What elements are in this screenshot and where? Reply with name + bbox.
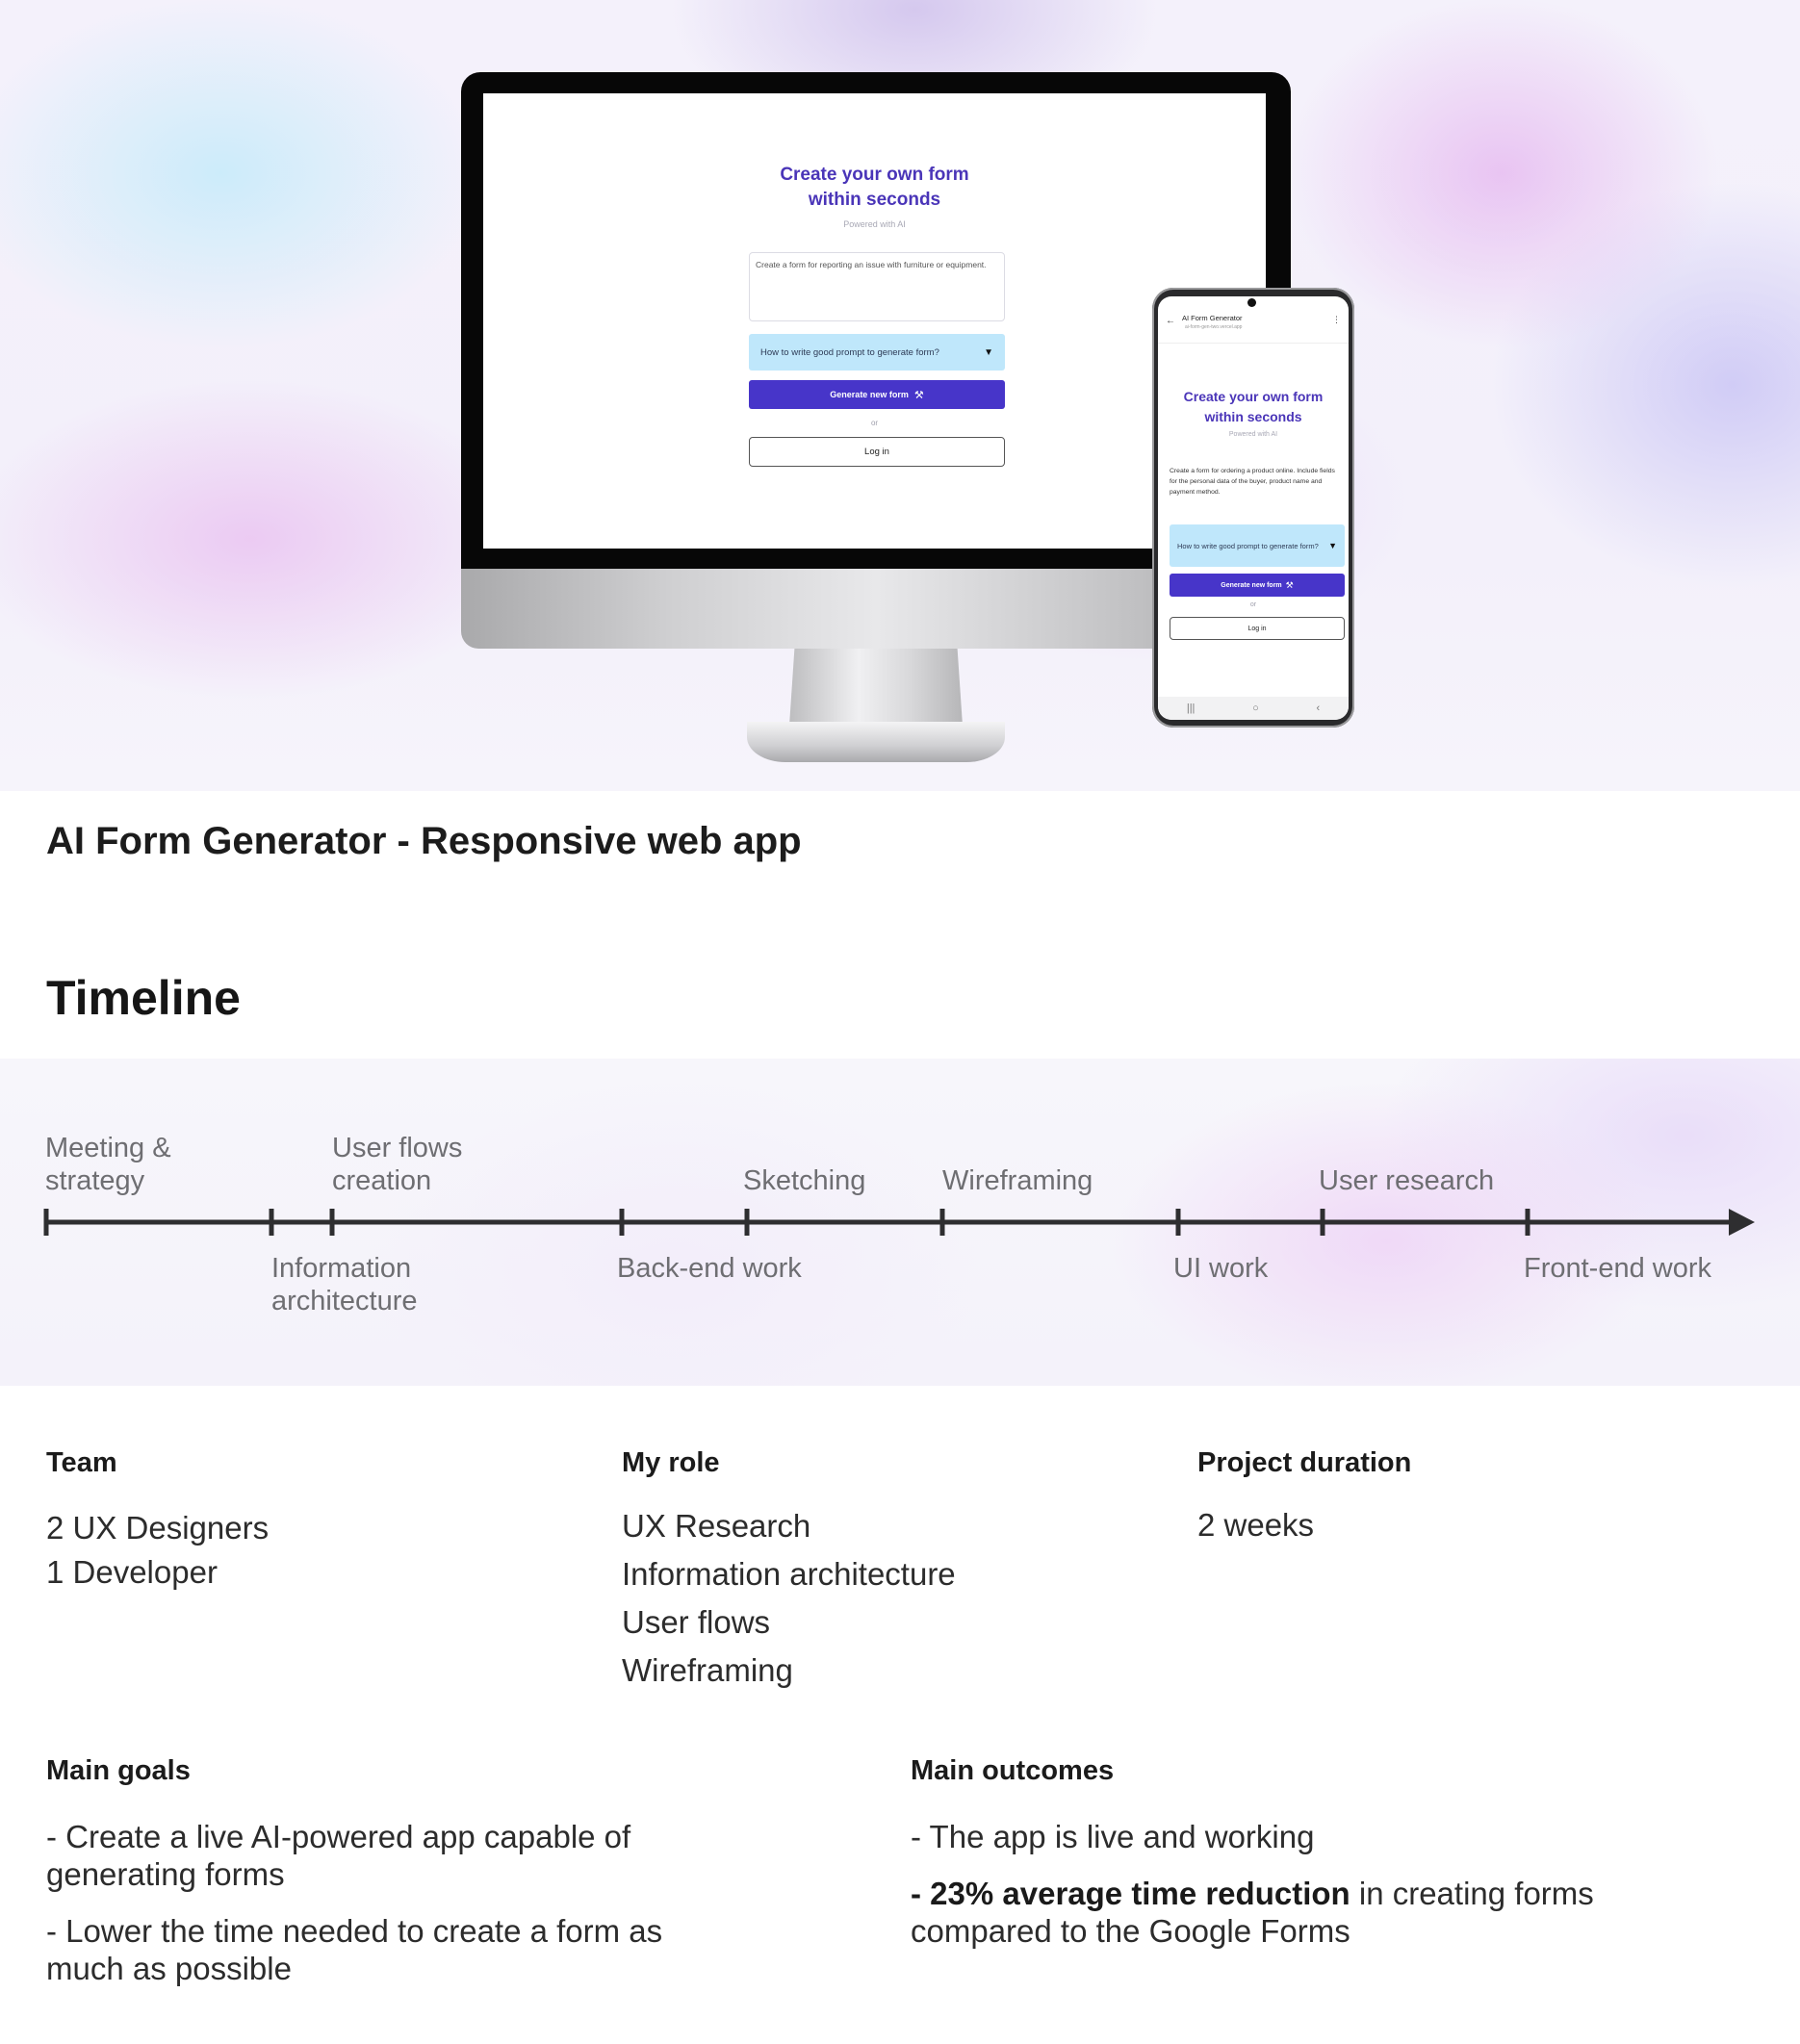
goals-heading: Main goals (46, 1755, 191, 1786)
mobile-prompt-help-accordion[interactable] (1170, 524, 1345, 567)
mobile-or-divider: or (1249, 601, 1257, 608)
desktop-login-button[interactable]: Log in (749, 437, 1005, 467)
mobile-app-title: AI Form Generator (1182, 314, 1243, 322)
goal-item: - Create a live AI-powered app capable of generating forms (46, 1819, 631, 1892)
desktop-accordion-label: How to write good prompt to generate form? (760, 346, 939, 358)
role-item: UX Research (622, 1508, 811, 1544)
desktop-generate-button[interactable] (749, 380, 1005, 409)
timeline-label-ui-work: UI work (1173, 1253, 1269, 1284)
mobile-generate-label: Generate new form (1221, 581, 1282, 589)
team-list (46, 1506, 269, 1595)
role-item: Wireframing (622, 1652, 793, 1688)
goals-list (46, 1818, 720, 2006)
timeline-label-sketching: Sketching (743, 1165, 866, 1196)
monitor-stand (789, 649, 963, 726)
timeline-label-front-end: Front-end work (1524, 1253, 1712, 1284)
timeline-label-information-architecture: Information architecture (271, 1253, 418, 1316)
mobile-prompt-textarea[interactable]: Create a form for ordering a product online. Include fields for the personal data of the buyer, product name and payment method. (1170, 468, 1335, 496)
hero-mockup-section (0, 0, 1800, 791)
back-icon[interactable]: ‹ (1316, 703, 1321, 714)
mobile-hero-subtitle: Powered with AI (1228, 431, 1278, 438)
mobile-screen (1158, 296, 1349, 720)
timeline-heading: Timeline (46, 971, 241, 1025)
mobile-url: ai-form-gen-two.vercel.app (1185, 324, 1243, 330)
desktop-prompt-textarea[interactable]: Create a form for reporting an issue with furniture or equipment. (749, 252, 1005, 321)
timeline-label-wireframing: Wireframing (942, 1165, 1093, 1196)
timeline-section (0, 1059, 1800, 1386)
timeline-label-user-research: User research (1319, 1165, 1495, 1196)
back-arrow-icon[interactable]: ← (1166, 316, 1175, 326)
desktop-screen (483, 93, 1266, 549)
more-vertical-icon[interactable]: ⋮ (1332, 315, 1341, 324)
monitor-base (747, 722, 1005, 762)
outcome-highlight: 23% average time reduction (930, 1876, 1350, 1911)
role-item: User flows (622, 1604, 771, 1640)
mobile-accordion-label: How to write good prompt to generate form? (1177, 541, 1319, 550)
role-item: Information architecture (622, 1556, 956, 1592)
timeline-label-meeting-strategy: Meeting & strategy (45, 1133, 171, 1196)
mobile-login-button[interactable]: Log in (1170, 617, 1345, 640)
mobile-browser-bar (1158, 310, 1349, 344)
outcomes-list (911, 1818, 1642, 1969)
timeline-label-user-flows: User flows creation (332, 1133, 463, 1196)
desktop-hero-title: Create your own form within seconds (780, 165, 969, 210)
outcome-rest: in creating forms compared to the Google Forms (911, 1876, 1594, 1949)
team-item: 2 UX Designers (46, 1510, 270, 1546)
desktop-or-divider: or (870, 419, 879, 427)
duration-value: 2 weeks (1197, 1507, 1315, 1543)
mobile-generate-button[interactable] (1170, 574, 1345, 597)
outcome-dash: - (911, 1876, 931, 1911)
phone-camera (1247, 298, 1256, 307)
recent-apps-icon[interactable]: ||| (1186, 703, 1196, 714)
desktop-prompt-help-accordion[interactable] (749, 334, 1005, 370)
timeline-label-back-end: Back-end work (617, 1253, 802, 1284)
role-list (622, 1502, 956, 1695)
team-item: 1 Developer (46, 1554, 218, 1590)
triangle-down-icon: ▼ (1328, 540, 1337, 550)
android-nav-bar (1158, 697, 1349, 720)
desktop-hero-subtitle: Powered with AI (843, 219, 906, 229)
triangle-down-icon: ▼ (984, 346, 993, 358)
team-heading: Team (46, 1447, 117, 1478)
duration-heading: Project duration (1197, 1447, 1412, 1478)
timeline-axis (0, 1059, 1800, 1386)
desktop-generate-label: Generate new form (830, 390, 909, 399)
outcome-item (911, 1875, 1642, 1950)
role-heading: My role (622, 1447, 720, 1478)
home-icon[interactable]: ○ (1252, 703, 1259, 714)
outcomes-heading: Main outcomes (911, 1755, 1115, 1786)
mobile-hero-title: Create your own form within seconds (1183, 389, 1324, 424)
project-title: AI Form Generator - Responsive web app (46, 820, 802, 862)
timeline-arrowhead (1729, 1209, 1755, 1236)
magic-wand-icon: ⚒ (913, 389, 924, 401)
magic-wand-icon: ⚒ (1285, 579, 1294, 590)
outcome-item: - The app is live and working (911, 1819, 1315, 1854)
goal-item: - Lower the time needed to create a form as much as possible (46, 1913, 663, 1986)
